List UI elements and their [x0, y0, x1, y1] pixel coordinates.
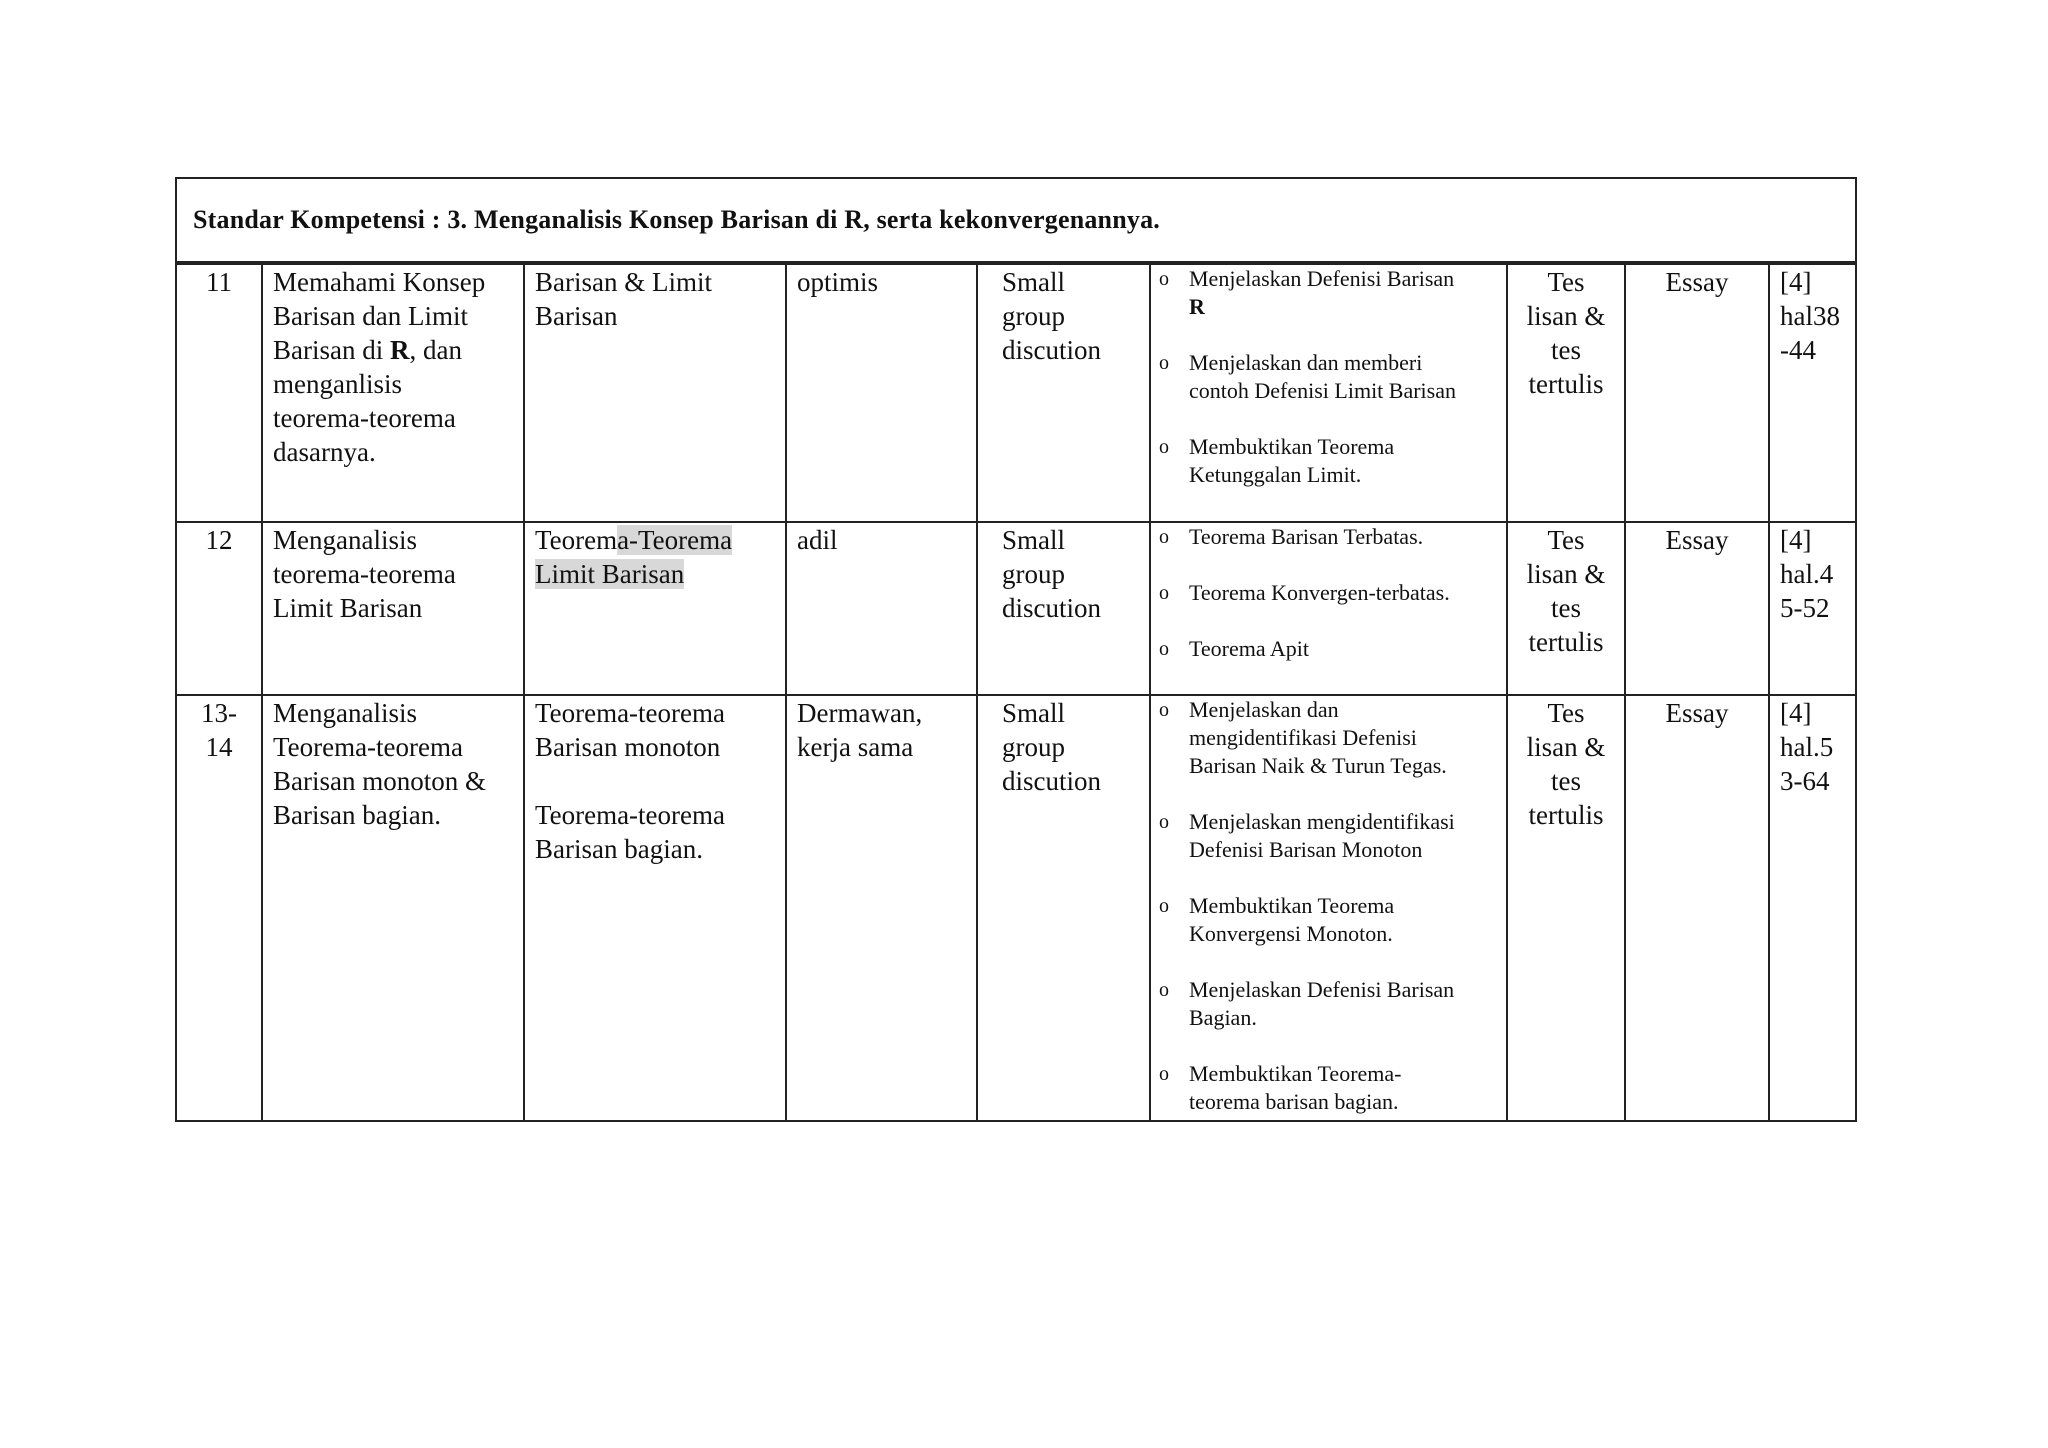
meeting-number-cell: [176, 695, 262, 1121]
bullet-icon: o: [1159, 979, 1169, 1001]
method-cell: [977, 522, 1150, 695]
reference-cell: [1769, 522, 1856, 695]
table-row: [176, 264, 1856, 522]
indicator-text: Menjelaskan Defenisi Barisan: [1189, 266, 1455, 291]
bullet-icon: o: [1159, 582, 1169, 604]
material-highlight-b: a-Teorema: [617, 525, 733, 555]
bullet-icon: o: [1159, 526, 1169, 548]
syllabus-table: [175, 263, 1857, 1122]
competency-cell: [262, 695, 524, 1121]
reference-text: [4] hal.4 5-52: [1780, 525, 1834, 623]
reference-cell: [1769, 264, 1856, 522]
assessment-type-cell: [1507, 264, 1625, 522]
material-text: Barisan & Limit Barisan: [535, 267, 712, 331]
assessment-form-text: Essay: [1665, 267, 1729, 297]
reference-cell: [1769, 695, 1856, 1121]
assessment-form-cell: [1625, 522, 1769, 695]
indicator-bold-r: R: [1189, 294, 1205, 319]
indicator-text: Menjelaskan mengidentifikasi Defenisi Barisan Monoton: [1189, 809, 1455, 862]
indicator-item: [1153, 976, 1496, 1032]
indicator-list: [1153, 265, 1496, 489]
indicator-item: [1153, 349, 1496, 405]
assessment-form-cell: [1625, 264, 1769, 522]
indicator-list: [1153, 523, 1496, 663]
assessment-form-text: Essay: [1665, 525, 1729, 555]
indicator-item: [1153, 808, 1496, 864]
indicator-text: Membuktikan Teorema Konvergensi Monoton.: [1189, 893, 1395, 946]
indicator-text: Teorema Konvergen-terbatas.: [1189, 580, 1450, 605]
meeting-number: 12: [205, 525, 233, 555]
competency-text: Menganalisis Teorema-teorema Barisan monoton & Barisan bagian.: [273, 698, 486, 830]
indicator-text: Membuktikan Teorema Ketunggalan Limit.: [1189, 434, 1395, 487]
indicator-item: [1153, 892, 1496, 948]
bullet-icon: o: [1159, 895, 1169, 917]
indicator-item: [1153, 635, 1496, 663]
table-row: [176, 695, 1856, 1121]
indicator-list: [1153, 696, 1496, 1116]
assessment-form-text: Essay: [1665, 698, 1729, 728]
table-row: [176, 522, 1856, 695]
assessment-form-cell: [1625, 695, 1769, 1121]
method-cell: [977, 264, 1150, 522]
material-cell: [524, 264, 786, 522]
character-value-cell: [786, 695, 977, 1121]
indicator-text: Teorema Apit: [1189, 636, 1310, 661]
bullet-icon: o: [1159, 811, 1169, 833]
character-value-cell: [786, 522, 977, 695]
indicator-item: [1153, 433, 1496, 489]
indicator-cell: [1150, 695, 1507, 1121]
indicator-text: Menjelaskan dan mengidentifikasi Defenisi Barisan Naik & Turun Tegas.: [1189, 697, 1447, 778]
reference-text: [4] hal38 -44: [1780, 267, 1840, 365]
competency-bold-r: R: [389, 335, 410, 365]
method-text: Small group discution: [1002, 267, 1101, 365]
method-text: Small group discution: [1002, 698, 1101, 796]
meeting-number: 13- 14: [201, 698, 237, 762]
material-highlight-c: Limit Barisan: [535, 559, 685, 589]
reference-text: [4] hal.5 3-64: [1780, 698, 1834, 796]
competency-text: Menganalisis teorema-teorema Limit Barisan: [273, 525, 456, 623]
indicator-cell: [1150, 264, 1507, 522]
material-text-a: Teorem: [535, 525, 618, 555]
assessment-type-text: Tes lisan & tes tertulis: [1526, 698, 1606, 830]
assessment-type-text: Tes lisan & tes tertulis: [1526, 267, 1606, 399]
indicator-cell: [1150, 522, 1507, 695]
assessment-type-cell: [1507, 695, 1625, 1121]
standard-competency-text: Standar Kompetensi : 3. Menganalisis Konsep Barisan di R, serta kekonvergenannya.: [193, 205, 1160, 234]
character-value-text: Dermawan, kerja sama: [797, 698, 923, 762]
competency-cell: [262, 522, 524, 695]
indicator-item: [1153, 523, 1496, 551]
indicator-item: [1153, 696, 1496, 780]
competency-cell: [262, 264, 524, 522]
bullet-icon: o: [1159, 268, 1169, 290]
material-cell: [524, 522, 786, 695]
meeting-number: 11: [206, 267, 232, 297]
material-cell: [524, 695, 786, 1121]
indicator-item: [1153, 579, 1496, 607]
character-value-cell: [786, 264, 977, 522]
indicator-item: [1153, 265, 1496, 321]
indicator-text: Membuktikan Teorema- teorema barisan bagian.: [1189, 1061, 1402, 1114]
character-value-text: adil: [797, 525, 838, 555]
indicator-item: [1153, 1060, 1496, 1116]
standard-competency-header: [175, 177, 1857, 263]
method-text: Small group discution: [1002, 525, 1101, 623]
meeting-number-cell: [176, 264, 262, 522]
assessment-type-cell: [1507, 522, 1625, 695]
bullet-icon: o: [1159, 699, 1169, 721]
indicator-text: Menjelaskan Defenisi Barisan Bagian.: [1189, 977, 1455, 1030]
bullet-icon: o: [1159, 1063, 1169, 1085]
bullet-icon: o: [1159, 352, 1169, 374]
competency-text-a: Memahami Konsep Barisan dan Limit Barisan di: [273, 267, 486, 365]
assessment-type-text: Tes lisan & tes tertulis: [1526, 525, 1606, 657]
method-cell: [977, 695, 1150, 1121]
indicator-text: Teorema Barisan Terbatas.: [1189, 524, 1424, 549]
bullet-icon: o: [1159, 638, 1169, 660]
character-value-text: optimis: [797, 267, 879, 297]
bullet-icon: o: [1159, 436, 1169, 458]
material-text: Teorema-teorema Barisan monoton Teorema-teorema Barisan bagian.: [535, 698, 725, 864]
meeting-number-cell: [176, 522, 262, 695]
indicator-text: Menjelaskan dan memberi contoh Defenisi Limit Barisan: [1189, 350, 1456, 403]
competency-text-b: , dan menganlisis teorema-teorema dasarnya.: [273, 335, 462, 467]
